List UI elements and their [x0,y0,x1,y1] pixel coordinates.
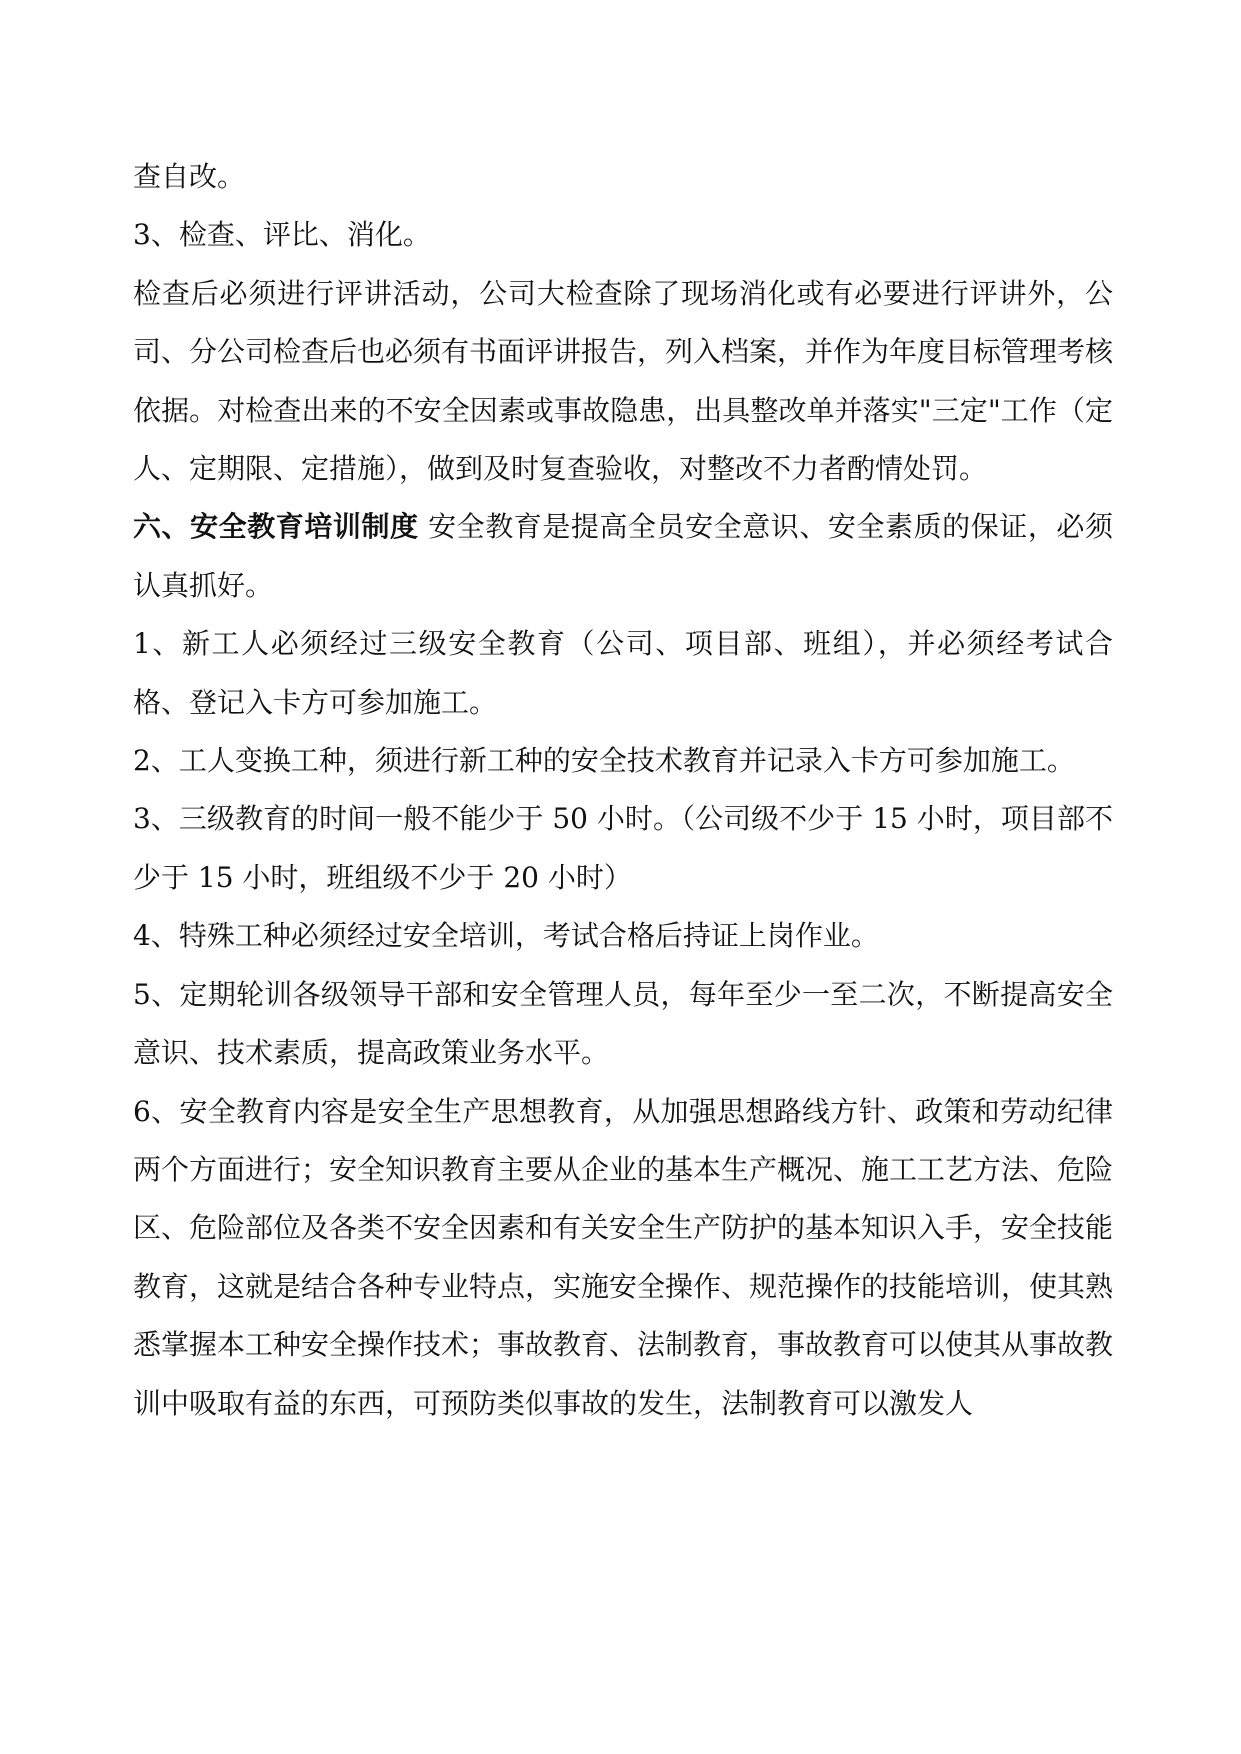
list-item: 6、安全教育内容是安全生产思想教育，从加强思想路线方针、政策和劳动纪律两个方面进行；安全知识教育主要从企业的基本生产概况、施工工艺方法、危险区、危险部位及各类不安全因素和有关安全生产防护的基本知识入手，安全技能教育，这就是结合各种专业特点，实施安全操作、规范操作的技能培训，使其熟悉掌握本工种安全操作技术；事故教育、法制教育，事故教育可以使其从事故教训中吸取有益的东西，可预防类似事故的发生，法制教育可以激发人 [133,1094,1114,1420]
list-item: 4、特殊工种必须经过安全培训，考试合格后持证上岗作业。 [133,919,879,953]
list-item: 5、定期轮训各级领导干部和安全管理人员，每年至少一至二次，不断提高安全意识、技术素质，提高政策业务水平。 [133,977,1113,1070]
document-page [133,148,1113,1433]
paragraph-continuation: 查自改。 [133,160,246,193]
list-item: 3、三级教育的时间一般不能少于 50 小时。（公司级不少于 15 小时，项目部不少于 15 小时，班组级不少于 20 小时） [133,802,1113,894]
section-spacer [419,510,428,543]
list-item: 1、新工人必须经过三级安全教育（公司、项目部、班组），并必须经考试合格、登记入卡方可参加施工。 [133,627,1113,719]
section-six-paragraph [133,498,1113,615]
section-intro: 安全教育是提高全员安全意识、安全素质的保证，必须认真抓好。 [133,510,1113,602]
paragraph-inspection-review: 检查后必须进行评讲活动，公司大检查除了现场消化或有必要进行评讲外，公司、分公司检查后也必须有书面评讲报告，列入档案，并作为年度目标管理考核依据。对检查出来的不安全因素或事故隐患，出具整改单并落实"三定"工作（定人、定期限、定措施），做到及时复查验收，对整改不力者酌情处罚。 [133,276,1114,486]
paragraph-item-3-heading: 3、检查、评比、消化。 [133,218,431,252]
list-item: 2、工人变换工种，须进行新工种的安全技术教育并记录入卡方可参加施工。 [133,744,1075,778]
section-title: 六、安全教育培训制度 [133,510,419,544]
